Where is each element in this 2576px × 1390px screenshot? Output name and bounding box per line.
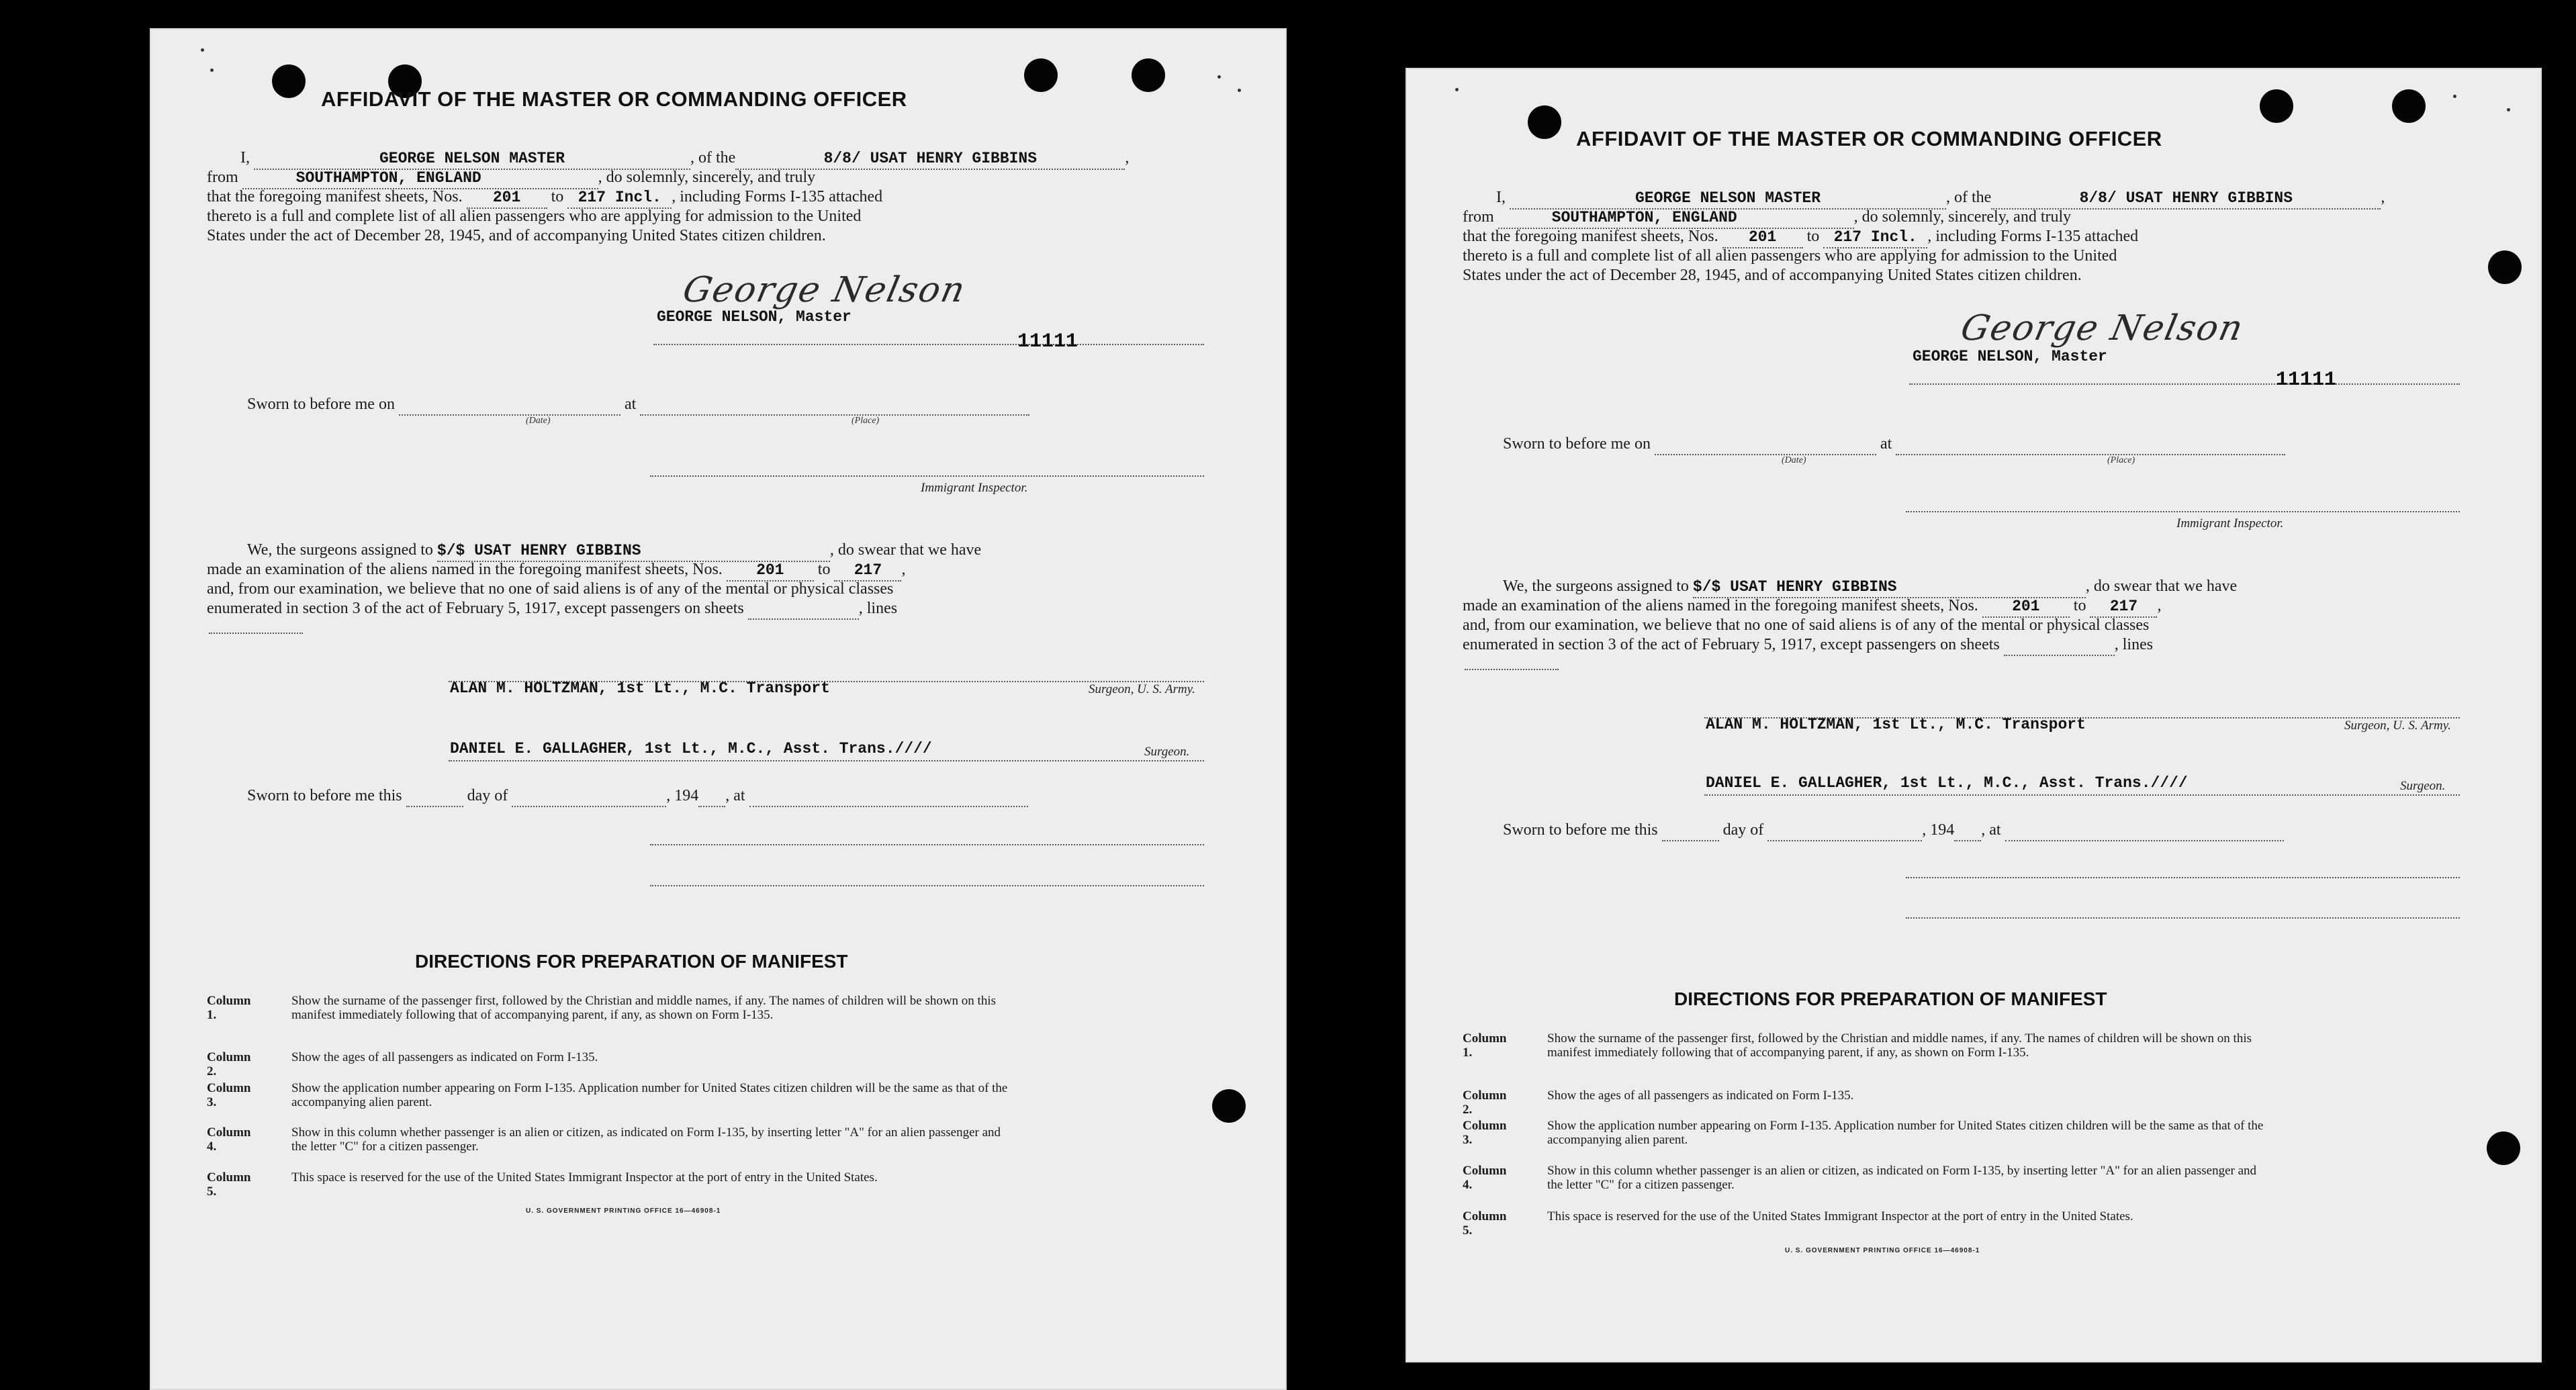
solemnly-text: , do solemnly, sincerely, and truly	[598, 169, 816, 186]
speck	[210, 68, 214, 72]
column-label: Column 2.	[207, 1050, 251, 1078]
affidavit-line-1: I, GEORGE NELSON MASTER , of the 8/8/ USAT HENRY GIBBINS ,	[240, 148, 1129, 170]
year-prefix: , 194	[1922, 821, 1955, 839]
surgeon2-rule	[449, 760, 1204, 761]
blank-rule	[650, 844, 1204, 845]
port-name: SOUTHAMPTON, ENGLAND	[242, 168, 598, 189]
sworn-this-line: Sworn to before me this day of , 194 , at	[1503, 820, 2284, 841]
except-sheets-field	[2004, 635, 2115, 656]
day-field	[406, 786, 463, 807]
except-label: enumerated in section 3 of the act of February 5, 1917, except passengers on sheets	[207, 600, 744, 617]
from-label: from	[1463, 208, 1494, 226]
sworn-place-field	[640, 394, 1029, 416]
speck	[2453, 95, 2456, 98]
affidavit-line-5: States under the act of December 28, 1945, and of accompanying United States citizen children.	[1463, 267, 2082, 284]
column-text: Show the ages of all passengers as indicated on Form I-135.	[291, 1050, 598, 1064]
signature-rule	[653, 344, 1204, 345]
day-field	[1662, 820, 1719, 841]
surgeons-line-3: and, from our examination, we believe that no one of said aliens is of any of the mental or physical classes	[207, 580, 894, 598]
month-field	[1767, 820, 1922, 841]
at-label: at	[1989, 821, 2001, 839]
surgeon-caption: Surgeon.	[1144, 745, 1190, 759]
sworn-place-field	[1896, 434, 2285, 455]
surgeon-sheet-to: 217	[2090, 596, 2157, 618]
surgeon1-name: ALAN M. HOLTZMAN, 1st Lt., M.C. Transport	[1706, 716, 2086, 733]
inspector-caption: Immigrant Inspector.	[2176, 516, 2284, 530]
signature-rule	[1909, 383, 2460, 385]
column-text: This space is reserved for the use of the United States Immigrant Inspector at the port of entry in the United States.	[291, 1170, 878, 1185]
master-typed-signature: GEORGE NELSON, Master	[1913, 348, 2107, 365]
blank-rule	[1906, 877, 2460, 878]
speck	[1238, 89, 1241, 92]
surgeon2-name	[1706, 773, 2188, 793]
ship-mark: 8/8/	[823, 150, 861, 167]
to-label: to	[551, 188, 564, 205]
surgeons-line-3: and, from our examination, we believe that no one of said aliens is of any of the mental or physical classes	[1463, 616, 2150, 634]
affidavit-title: AFFIDAVIT OF THE MASTER OR COMMANDING OFFICER	[1576, 127, 2162, 150]
sheet-from: 201	[1722, 227, 1803, 248]
day-of-label: day of	[1722, 821, 1764, 839]
surgeon-ship-mark: $/$	[1692, 578, 1721, 596]
punch-hole	[2260, 89, 2293, 123]
including-text: , including Forms I-135 attached	[672, 188, 883, 205]
surgeons-sheets-label: made an examination of the aliens named in the foregoing manifest sheets, Nos.	[1463, 597, 1978, 614]
day-of-label: day of	[467, 787, 508, 804]
affidavit-title: AFFIDAVIT OF THE MASTER OR COMMANDING OFFICER	[321, 87, 907, 111]
solemnly-text: , do solemnly, sincerely, and truly	[1853, 208, 2072, 226]
surgeon2-name	[450, 739, 932, 759]
inspector-caption: Immigrant Inspector.	[921, 481, 1028, 495]
place-caption: (Place)	[2107, 455, 2135, 465]
punch-hole	[1528, 105, 1561, 139]
column-text: Show the application number appearing on Form I-135. Application number for United States citizen children will be the same as that of the accompanying alien parent.	[291, 1081, 1008, 1109]
sheets-label: that the foregoing manifest sheets, Nos.	[1463, 228, 1718, 245]
surgeon-sheet-from: 201	[727, 560, 814, 582]
sworn-place-field-2	[2005, 820, 2284, 841]
printing-office-footer: U. S. GOVERNMENT PRINTING OFFICE 16—46908-1	[1785, 1247, 1980, 1254]
surgeon1-name: ALAN M. HOLTZMAN, 1st Lt., M.C. Transport	[450, 680, 830, 697]
surgeon-sheet-to: 217	[834, 560, 901, 582]
sworn-this-label: Sworn to before me this	[1503, 821, 1658, 839]
speck	[1217, 75, 1221, 79]
surgeons-sheets-label: made an examination of the aliens named in the foregoing manifest sheets, Nos.	[207, 561, 723, 578]
year-field	[698, 786, 725, 807]
of-the-label: , of the	[690, 149, 736, 167]
lines-label: , lines	[2114, 636, 2154, 653]
speck	[201, 48, 204, 52]
column-text: This space is reserved for the use of the United States Immigrant Inspector at the port of entry in the United States.	[1547, 1209, 2133, 1223]
sworn-label: Sworn to before me on	[247, 396, 395, 413]
column-label: Column 5.	[207, 1170, 251, 1199]
sworn-this-line: Sworn to before me this day of , 194 , at	[247, 786, 1028, 807]
year-field	[1954, 820, 1981, 841]
master-name: GEORGE NELSON MASTER	[254, 148, 690, 170]
inspector-rule	[1906, 511, 2460, 512]
affidavit-line-1: I, GEORGE NELSON MASTER , of the 8/8/ USAT HENRY GIBBINS ,	[1496, 187, 2385, 210]
sworn-this-label: Sworn to before me this	[247, 787, 402, 804]
hand-mark: 11111	[1017, 330, 1078, 353]
surgeon-ship-text: USAT HENRY GIBBINS	[1730, 578, 1897, 596]
surgeons-assigned-label: We, the surgeons assigned to	[1503, 577, 1689, 595]
manifest-page-right	[1406, 68, 2542, 1362]
i-prefix: I,	[1496, 189, 1506, 206]
column-label: Column 3.	[207, 1081, 251, 1109]
to-label: to	[817, 561, 831, 578]
column-text: Show the application number appearing on Form I-135. Application number for United States citizen children will be the same as that of the accompanying alien parent.	[1547, 1119, 2264, 1147]
surgeon-caption: Surgeon.	[2400, 779, 2446, 793]
sworn-label: Sworn to before me on	[1503, 435, 1651, 453]
including-text: , including Forms I-135 attached	[1927, 228, 2139, 245]
directions-title: DIRECTIONS FOR PREPARATION OF MANIFEST	[1674, 988, 2107, 1009]
column-label: Column 5.	[1463, 1209, 1507, 1238]
sworn-on-line	[247, 394, 1029, 416]
column-text: Show in this column whether passenger is an alien or citizen, as indicated on Form I-135, by inserting letter "A" for an alien passenger and the letter "C" for a citizen passenger.	[291, 1125, 1001, 1154]
surgeon-army-caption: Surgeon, U. S. Army.	[1089, 682, 1195, 696]
surgeons-line-2: made an examination of the aliens named in the foregoing manifest sheets, Nos. 201 to 217 ,	[1463, 596, 2161, 618]
surgeon2-mark: ////	[894, 740, 932, 757]
sheets-label: that the foregoing manifest sheets, Nos.	[207, 188, 463, 205]
surgeon2-rule	[1704, 794, 2460, 796]
master-signature: George Nelson	[679, 270, 970, 310]
at-label: at	[733, 787, 745, 804]
blank-rule	[1906, 917, 2460, 919]
column-label: Column 2.	[1463, 1088, 1507, 1117]
lines-continuation-rule	[1465, 669, 1559, 670]
sworn-on-line	[1503, 434, 2285, 455]
date-caption: (Date)	[1782, 455, 1806, 465]
year-prefix: , 194	[666, 787, 699, 804]
place-caption: (Place)	[852, 416, 880, 426]
printing-office-footer: U. S. GOVERNMENT PRINTING OFFICE 16—46908-1	[526, 1207, 721, 1215]
inspector-rule	[650, 475, 1204, 477]
sheet-from: 201	[467, 187, 547, 209]
surgeon2-text: DANIEL E. GALLAGHER, 1st Lt., M.C., Asst. Trans.	[450, 740, 895, 757]
column-label: Column 4.	[1463, 1164, 1507, 1192]
column-label: Column 1.	[207, 994, 251, 1022]
surgeon2-text: DANIEL E. GALLAGHER, 1st Lt., M.C., Asst. Trans.	[1706, 774, 2151, 792]
ship-name-text: USAT HENRY GIBBINS	[2125, 189, 2293, 207]
at-label: at	[624, 396, 637, 413]
to-label: to	[2073, 597, 2086, 614]
sheet-to: 217 Incl.	[567, 187, 672, 209]
ship-mark: 8/8/	[2079, 189, 2117, 207]
blank-rule	[650, 885, 1204, 886]
swear-label: , do swear that we have	[2085, 577, 2238, 595]
sworn-place-field-2	[749, 786, 1028, 807]
at-label: at	[1880, 435, 1892, 453]
surgeon-ship-mark: $/$	[436, 542, 465, 559]
column-text: Show in this column whether passenger is an alien or citizen, as indicated on Form I-135, by inserting letter "A" for an alien passenger and the letter "C" for a citizen passenger.	[1547, 1164, 2257, 1192]
to-label: to	[1806, 228, 1820, 245]
month-field	[512, 786, 666, 807]
column-text: Show the surname of the passenger first, followed by the Christian and middle names, if any. The names of children will be shown on this manifest immediately following that of accompanying parent, if any, as shown on Form I-135.	[291, 994, 997, 1022]
except-label: enumerated in section 3 of the act of February 5, 1917, except passengers on sheets	[1463, 636, 2000, 653]
punch-hole	[2487, 1131, 2520, 1165]
punch-hole	[2392, 89, 2426, 123]
master-name: GEORGE NELSON MASTER	[1510, 188, 1946, 210]
sworn-date-field	[1655, 434, 1876, 455]
speck	[2507, 108, 2510, 111]
surgeons-assigned-label: We, the surgeons assigned to	[247, 541, 433, 559]
surgeon-sheet-from: 201	[1982, 596, 2070, 618]
manifest-page-left	[150, 28, 1287, 1390]
surgeon-army-caption: Surgeon, U. S. Army.	[2344, 719, 2451, 733]
surgeon-ship-text: USAT HENRY GIBBINS	[474, 542, 641, 559]
affidavit-line-4: thereto is a full and complete list of all alien passengers who are applying for admission to the United	[207, 207, 862, 225]
column-text: Show the surname of the passenger first, followed by the Christian and middle names, if any. The names of children will be shown on this manifest immediately following that of accompanying parent, if any, as shown on Form I-135.	[1547, 1031, 2252, 1060]
punch-hole	[1132, 58, 1165, 92]
lines-continuation-rule	[209, 633, 303, 634]
column-label: Column 1.	[1463, 1031, 1507, 1060]
swear-label: , do swear that we have	[829, 541, 982, 559]
column-text: Show the ages of all passengers as indicated on Form I-135.	[1547, 1088, 1854, 1103]
of-the-label: , of the	[1946, 189, 1992, 206]
punch-hole	[1212, 1089, 1246, 1123]
affidavit-line-4: thereto is a full and complete list of all alien passengers who are applying for admission to the United	[1463, 247, 2117, 265]
ship-name-text: USAT HENRY GIBBINS	[870, 150, 1038, 167]
hand-mark: 11111	[2276, 369, 2337, 391]
surgeons-line-2: made an examination of the aliens named in the foregoing manifest sheets, Nos. 201 to 217 ,	[207, 559, 905, 582]
affidavit-line-5: States under the act of December 28, 1945, and of accompanying United States citizen children.	[207, 227, 826, 244]
sworn-date-field	[399, 394, 620, 416]
surgeon2-mark: ////	[2150, 774, 2188, 792]
port-name: SOUTHAMPTON, ENGLAND	[1498, 207, 1854, 229]
column-label: Column 3.	[1463, 1119, 1507, 1147]
sheet-to: 217 Incl.	[1823, 227, 1927, 248]
date-caption: (Date)	[526, 416, 551, 426]
punch-hole	[1024, 58, 1058, 92]
punch-hole	[2488, 250, 2522, 284]
speck	[1455, 88, 1459, 91]
directions-title: DIRECTIONS FOR PREPARATION OF MANIFEST	[415, 951, 848, 972]
surgeons-line-4	[1463, 635, 2153, 656]
from-label: from	[207, 169, 238, 186]
lines-label: , lines	[858, 600, 898, 617]
master-signature: George Nelson	[1957, 308, 2248, 349]
except-sheets-field	[748, 598, 859, 620]
punch-hole	[272, 64, 306, 98]
master-typed-signature: GEORGE NELSON, Master	[657, 308, 852, 326]
i-prefix: I,	[240, 149, 250, 167]
surgeons-line-4	[207, 598, 897, 620]
column-label: Column 4.	[207, 1125, 251, 1154]
